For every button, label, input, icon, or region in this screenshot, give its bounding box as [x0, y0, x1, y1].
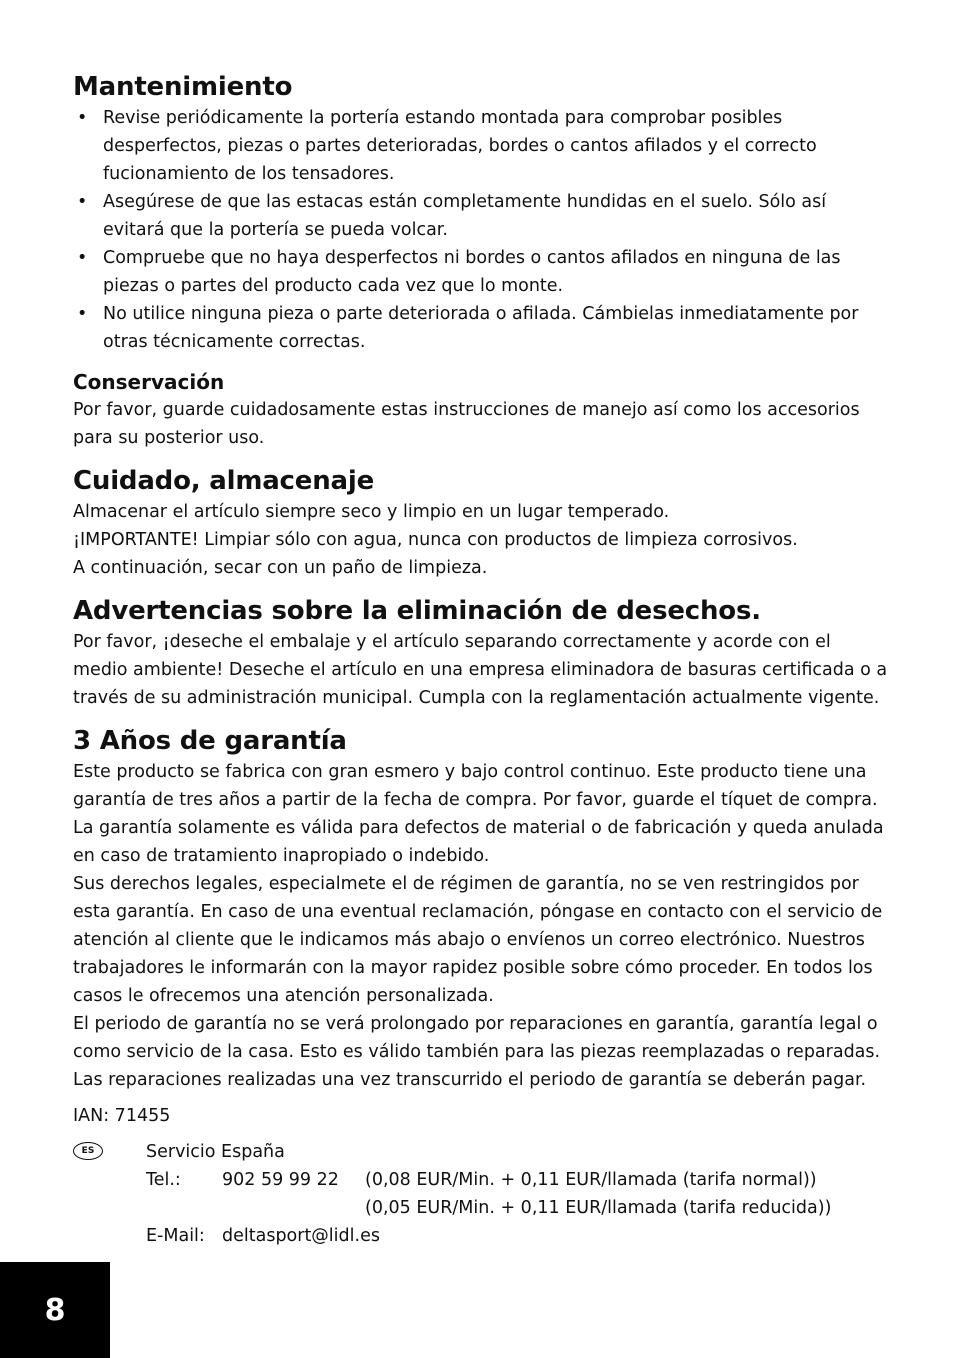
list-item: • No utilice ninguna pieza o parte deteriorada o afilada. Cámbielas inmediatamente por otras técnicamente correctas.: [73, 300, 888, 356]
care-heading: Cuidado, almacenaje: [73, 466, 375, 496]
disposal-section: [73, 594, 888, 712]
ian-number: IAN: 71455: [73, 1106, 171, 1126]
list-item: • Revise periódicamente la portería estando montada para comprobar posibles desperfectos, piezas o partes deterioradas, bordes o cantos afilados y el correcto fucionamiento de los tensadores.: [73, 104, 888, 188]
warranty-paragraph: Sus derechos legales, especialmete el de régimen de garantía, no se ven restringidos por esta garantía. En caso de una eventual reclamación, póngase en contacto con el servicio de atención al cliente que le indicamos más abajo o envíenos un correo electrónico. Nuestros trabajadores le informarán con la mayor rapidez posible sobre cómo proceder. En todos los casos le ofrecemos una atención personalizada.: [73, 874, 883, 1006]
contact-row: [73, 1166, 888, 1194]
spacer: [146, 1194, 222, 1222]
rate-reduced: (0,05 EUR/Min. + 0,11 EUR/llamada (tarifa reducida)): [365, 1198, 832, 1218]
warranty-paragraph: El periodo de garantía no se verá prolongado por reparaciones en garantía, garantía legal o como servicio de la casa. Esto es válido también para las piezas reemplazadas o reparadas. Las reparaciones realizadas una vez transcurrido el periodo de garantía se deberán pagar.: [73, 1014, 881, 1090]
conservation-heading: Conservación: [73, 370, 225, 394]
care-line: ¡IMPORTANTE! Limpiar sólo con agua, nunca con productos de limpieza corrosivos.: [73, 530, 798, 550]
contact-row: [73, 1222, 888, 1250]
service-name: Servicio España: [146, 1142, 285, 1162]
email-address[interactable]: deltasport@lidl.es: [222, 1226, 380, 1246]
list-item: • Asegúrese de que las estacas están completamente hundidas en el suelo. Sólo así evitará que la portería se pueda volcar.: [73, 188, 888, 244]
tel-number: 902 59 99 22: [222, 1170, 339, 1190]
contact-row: [73, 1138, 888, 1166]
maintenance-heading: Mantenimiento: [73, 72, 293, 102]
care-section: [73, 464, 888, 582]
maintenance-list: [73, 104, 888, 356]
rate-normal: (0,08 EUR/Min. + 0,11 EUR/llamada (tarifa normal)): [365, 1170, 817, 1190]
spacer: [222, 1194, 365, 1222]
service-contact: [73, 1138, 888, 1250]
spain-country-badge-icon: ES: [73, 1142, 103, 1160]
list-item: • Compruebe que no haya desperfectos ni bordes o cantos afilados en ninguna de las piezas o partes del producto cada vez que lo monte.: [73, 244, 888, 300]
manual-page: [73, 70, 888, 1250]
care-line: Almacenar el artículo siempre seco y limpio en un lugar temperado.: [73, 502, 670, 522]
disposal-text: Por favor, ¡deseche el embalaje y el artículo separando correctamente y acorde con el medio ambiente! Deseche el artículo en una empresa eliminadora de basuras certificada o a través de su administración municipal. Cumpla con la reglamentación actualmente vigente.: [73, 632, 888, 708]
email-label: E-Mail:: [146, 1226, 205, 1246]
conservation-section: [73, 368, 888, 452]
maintenance-section: [73, 70, 888, 356]
conservation-text: Por favor, guarde cuidadosamente estas instrucciones de manejo así como los accesorios para su posterior uso.: [73, 400, 860, 448]
page-number: 8: [0, 1262, 110, 1358]
care-line: A continuación, secar con un paño de limpieza.: [73, 558, 488, 578]
disposal-heading: Advertencias sobre la eliminación de desechos.: [73, 596, 761, 626]
warranty-section: [73, 724, 888, 1094]
tel-label: Tel.:: [146, 1170, 181, 1190]
warranty-paragraph: Este producto se fabrica con gran esmero y bajo control continuo. Este producto tiene una garantía de tres años a partir de la fecha de compra. Por favor, guarde el tíquet de compra. La garantía solamente es válida para defectos de material o de fabricación y queda anulada en caso de tratamiento inapropiado o indebido.: [73, 762, 884, 866]
contact-row: [73, 1194, 888, 1222]
warranty-heading: 3 Años de garantía: [73, 726, 347, 756]
